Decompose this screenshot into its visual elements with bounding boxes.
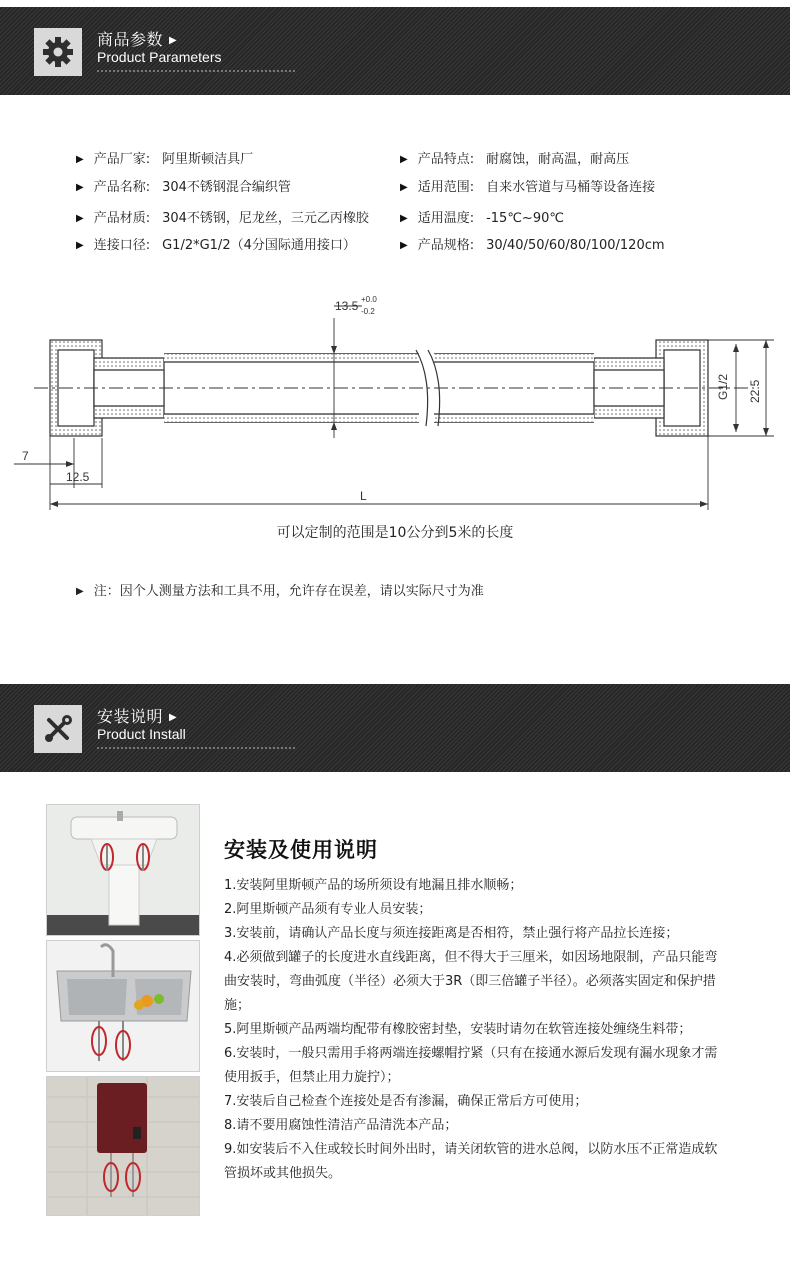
install-banner-divider bbox=[97, 747, 297, 749]
custom-length-caption: 可以定制的范围是10公分到5米的长度 bbox=[276, 525, 514, 541]
dim-length: L bbox=[360, 489, 367, 503]
sink-photo bbox=[46, 940, 200, 1072]
install-heading: 安装及使用说明 bbox=[224, 838, 378, 862]
section-title-cn: 商品参数 ▶ bbox=[97, 30, 178, 49]
install-step: 8.请不要用腐蚀性清洁产品清洗本产品； bbox=[224, 1118, 458, 1133]
dim-thread: G1/2 bbox=[716, 373, 730, 400]
tools-icon bbox=[34, 705, 82, 753]
param-manufacturer: ▶ 产品厂家: 阿里斯顿洁具厂 bbox=[76, 152, 254, 167]
basin-photo bbox=[46, 804, 200, 936]
install-step: 4.必须做到罐子的长度进水直线距离，但不得大于三厘米，如因场地限制，产品只能弯曲安装时，弯曲弧度（半径）必须大于3R（即三倍罐子半径）。必须落实固定和保护措施； bbox=[224, 950, 718, 1013]
water-heater-photo bbox=[46, 1076, 200, 1216]
param-scope: ▶ 适用范围: 自来水管道与马桶等设备连接 bbox=[400, 180, 656, 195]
install-step: 6.安装时，一般只需用手将两端连接螺帽拧紧（只有在接通水源后发现有漏水现象才需使用扳手，但禁止用力旋拧）； bbox=[224, 1046, 718, 1085]
dim-outer-diameter: 22.5 bbox=[748, 379, 762, 403]
dim-tolerance-lower: -0.2 bbox=[361, 307, 375, 316]
banner-divider bbox=[97, 70, 297, 72]
install-step: 3.安装前，请确认产品长度与须连接距离是否相符，禁止强行将产品拉长连接； bbox=[224, 926, 679, 941]
install-title-en: Product Install bbox=[97, 726, 186, 742]
dim-inner-diameter: 13.5 bbox=[335, 299, 359, 313]
install-step: 1.安装阿里斯顿产品的场所须设有地漏且排水顺畅； bbox=[224, 878, 523, 893]
install-step: 5.阿里斯顿产品两端均配带有橡胶密封垫，安装时请勿在软管连接处缠绕生料带； bbox=[224, 1022, 692, 1037]
dim-7: 7 bbox=[22, 449, 29, 463]
install-step: 2.阿里斯顿产品须有专业人员安装； bbox=[224, 902, 432, 917]
measurement-note: ▶ 注：因个人测量方法和工具不用，允许存在误差，请以实际尺寸为准 bbox=[76, 584, 484, 599]
install-step: 9.如安装后不入住或较长时间外出时，请关闭软管的进水总阀，以防水压不正常造成软管损坏或其他损失。 bbox=[224, 1142, 718, 1181]
install-title-cn: 安装说明 ▶ bbox=[97, 707, 178, 726]
param-features: ▶ 产品特点: 耐腐蚀，耐高温，耐高压 bbox=[400, 152, 630, 167]
section-title-en: Product Parameters bbox=[97, 49, 222, 65]
install-steps bbox=[224, 874, 724, 1186]
param-material: ▶ 产品材质: 304不锈钢，尼龙丝，三元乙丙橡胶 bbox=[76, 211, 369, 226]
hose-dimension-drawing bbox=[14, 288, 774, 518]
gear-icon bbox=[34, 28, 82, 76]
install-banner bbox=[0, 684, 790, 772]
param-spec: ▶ 产品规格: 30/40/50/60/80/100/120cm bbox=[400, 238, 665, 253]
params-banner bbox=[0, 7, 790, 95]
param-temperature: ▶ 适用温度: -15℃~90℃ bbox=[400, 211, 564, 226]
param-caliber: ▶ 连接口径: G1/2*G1/2（4分国际通用接口） bbox=[76, 238, 356, 253]
dim-tolerance-upper: +0.0 bbox=[361, 295, 377, 304]
param-name: ▶ 产品名称: 304不锈钢混合编织管 bbox=[76, 180, 291, 195]
dim-12-5: 12.5 bbox=[66, 470, 90, 484]
install-step: 7.安装后自己检查个连接处是否有渗漏，确保正常后方可使用； bbox=[224, 1094, 588, 1109]
